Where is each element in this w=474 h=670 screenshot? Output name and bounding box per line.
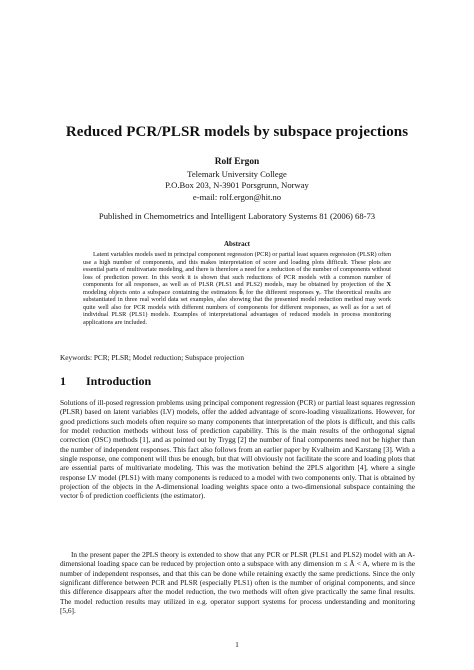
publication-note: Published in Chemometrics and Intelligent Laboratory Systems 81 (2006) 68-73 [98, 211, 376, 221]
section-heading [60, 374, 151, 389]
abstract-part-3: ᵢ for the different responses [242, 288, 317, 296]
keywords: Keywords: PCR; PLSR; Model reduction; Subspace projection [60, 353, 245, 362]
intro-paragraph-1: Solutions of ill-posed regression problems using principal component regression (PCR) or partial least squares regression (PLSR) based on latent variables (LV) models, offer the added advantage of score-loading visualizations. However, for good predictions such models often require so many components that interpretation of the plots is difficult, and this calls for model reduction methods without loss of prediction capability. This is the main results of the orthogonal signal correction (OSC) methods [1], and as pointed out by Trygg [2] the number of final components need not be higher than the number of independent responses. This fact also follows from an earlier paper by Kvalheim and Karstang [3]. With a single response, one component will thus be enough, but that will obviously not facilitate the score and loading plots that are essential parts of multivariate modeling. This was the motivation behind the 2PLS algorithm [4], where a single response LV model (PLS1) with many components is reduced to a model with two components only. That is obtained by projection of the objects in the A-dimensional loading weights space onto a two-dimensional subspace containing the vector b̂ of prediction coefficients (the estimator). [60, 398, 415, 501]
author-email: e-mail: rolf.ergon@hit.no [192, 191, 282, 202]
abstract-bold-b: b̂ [239, 288, 243, 296]
abstract-part-2: modeling objects onto a subspace containing the estimators [83, 288, 240, 296]
paper-title: Reduced PCR/PLSR models by subspace projections [65, 124, 409, 140]
author-affiliation: Telemark University College [187, 168, 287, 179]
author-address: P.O.Box 203, N-3901 Porsgrunn, Norway [165, 180, 309, 190]
section-title: Introduction [86, 374, 152, 388]
abstract-part-1: Latent variables models used in principal component regression (PCR) or partial least squares regression (PLSR) often use a high number of components, and this makes interpretation of score and loading plots difficult. These plots are essential parts of multivariate modeling, and there is therefore a need for a reduction of the number of components without loss of prediction power. In this work it is shown that such reductions of PCR models with a common number of components for all responses, as well as of PLSR (PLS1 and PLS2) models, may be obtained by projection of the [83, 251, 391, 289]
page-number: 1 [235, 640, 239, 649]
abstract-heading: Abstract [223, 240, 251, 248]
abstract-text [83, 251, 391, 326]
author-name: Rolf Ergon [214, 157, 260, 167]
author-block [0, 157, 474, 203]
intro-paragraph-2: In the present paper the 2PLS theory is extended to show that any PCR or PLSR (PLS1 and PLS2) model with an A-dimensional loading space can be reduced by projection onto a subspace with any dimension m ≤ Ã < A, where m is the number of independent responses, and that this can be done while retaining exactly the same predictions. Since the only significant difference between PCR and PLSR (especially PLS1) often is the number of original components, and since this difference disappears after the model reduction, the two methods will often give practically the same final results. The model reduction results may utilized in e.g. operator support systems for process understanding and monitoring [5,6]. [60, 550, 415, 616]
section-number: 1 [60, 374, 66, 388]
abstract-bold-y: y [316, 288, 320, 296]
abstract-bold-x: X [386, 281, 391, 289]
abstract-part-4: ᵢ. The theoretical results are substantiated in three real world data set examples, also showing that the presented model reduction method may work quite well also for PCR models with different numbers of components for different responses, as well as for a set of individual PLSR (PLS1) models. Examples of interpretational advantages of reduced models in process monitoring applications are included. [83, 288, 392, 326]
